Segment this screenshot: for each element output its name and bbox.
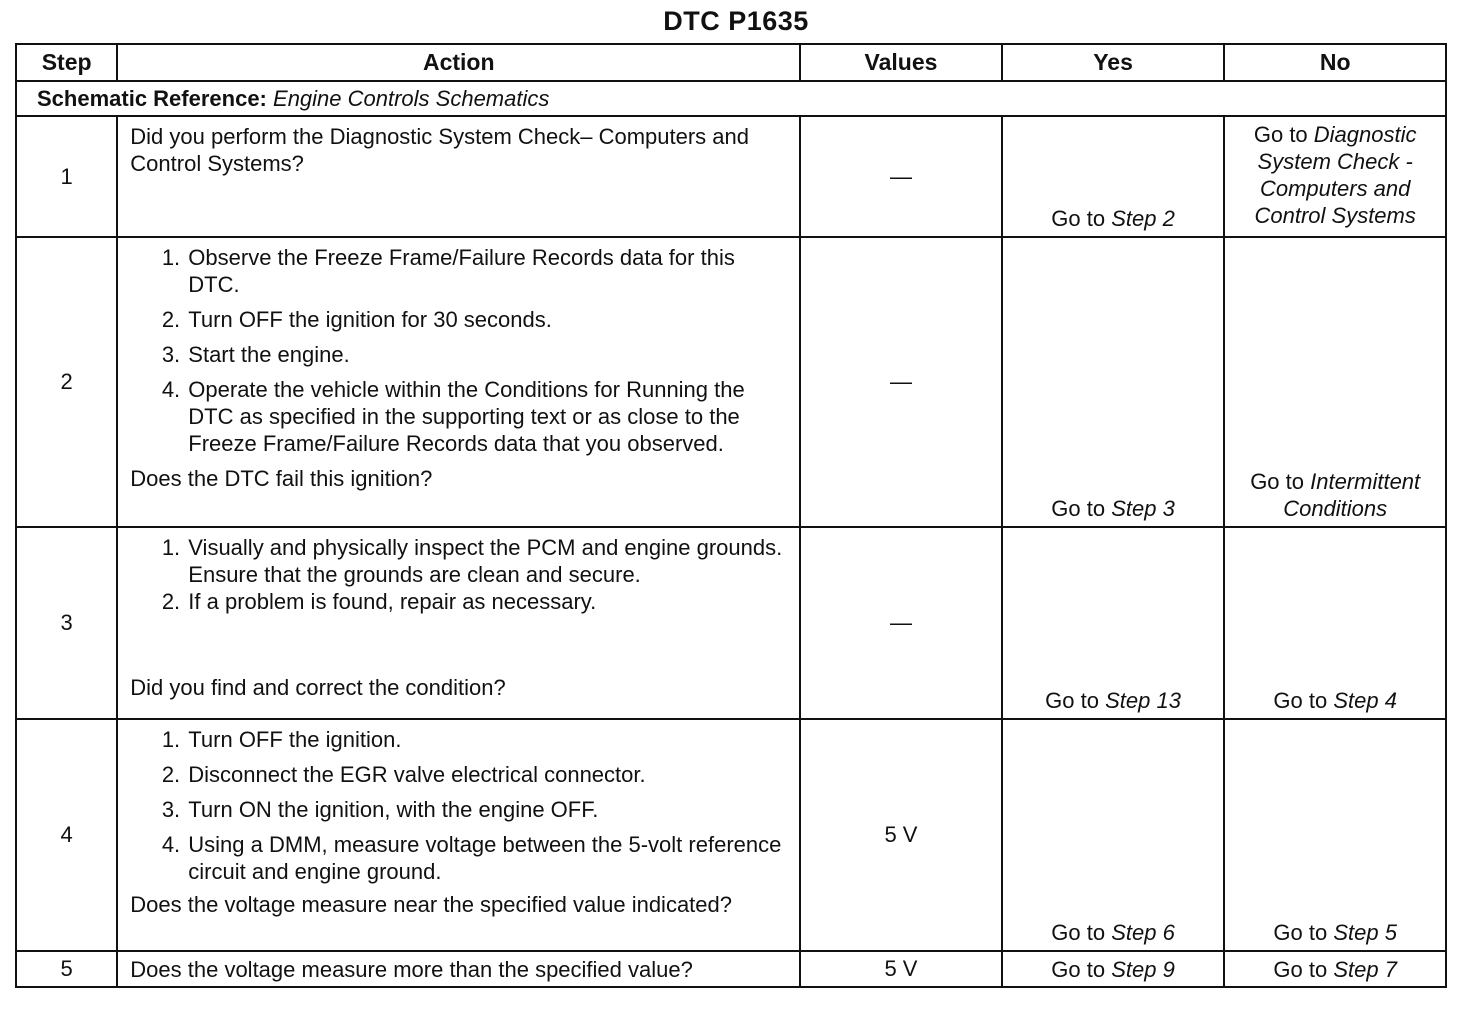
table-row — [16, 527, 1446, 719]
action-cell — [117, 116, 800, 237]
value-cell: — — [800, 116, 1002, 237]
action-cell — [117, 951, 800, 987]
schematic-reference — [16, 81, 1446, 116]
yes-cell — [1002, 237, 1225, 527]
action-step-item: 2. Disconnect the EGR valve electrical connector. — [186, 761, 789, 788]
yes-prefix: Go to — [1051, 920, 1112, 945]
no-cell — [1224, 527, 1446, 719]
action-cell — [117, 237, 800, 527]
action-step-item: 2. If a problem is found, repair as necessary. — [186, 588, 789, 615]
header-action: Action — [117, 44, 800, 81]
header-yes: Yes — [1002, 44, 1225, 81]
no-cell — [1224, 116, 1446, 237]
yes-cell — [1002, 951, 1225, 987]
action-question: Does the DTC fail this ignition? — [130, 466, 433, 491]
step-number: 5 — [16, 951, 117, 987]
yes-link[interactable]: Step 13 — [1105, 688, 1181, 713]
step-number: 4 — [16, 719, 117, 951]
yes-prefix: Go to — [1051, 496, 1112, 521]
action-cell — [117, 719, 800, 951]
yes-link[interactable]: Step 9 — [1111, 956, 1175, 982]
yes-cell — [1002, 527, 1225, 719]
schematic-reference-link[interactable]: Engine Controls Schematics — [273, 85, 550, 111]
header-step: Step — [16, 44, 117, 81]
action-question: Did you find and correct the condition? — [130, 675, 506, 700]
no-prefix: Go to — [1273, 688, 1334, 713]
action-question: Does the voltage measure more than the specified value? — [130, 956, 693, 982]
yes-link[interactable]: Step 3 — [1111, 496, 1175, 521]
schematic-reference-label: Schematic Reference: — [37, 85, 267, 111]
action-step-item: 4. Using a DMM, measure voltage between the 5-volt reference circuit and engine ground. — [186, 831, 789, 885]
action-step-item: 4. Operate the vehicle within the Conditions for Running the DTC as specified in the supporting text or as close to the Freeze Frame/Failure Records data that you observed. — [186, 376, 789, 457]
no-link[interactable]: Step 4 — [1333, 688, 1397, 713]
yes-cell — [1002, 719, 1225, 951]
action-step-item: 1. Observe the Freeze Frame/Failure Records data for this DTC. — [186, 244, 789, 298]
no-link[interactable]: Step 5 — [1333, 920, 1397, 945]
no-cell — [1224, 951, 1446, 987]
action-step-item: 2. Turn OFF the ignition for 30 seconds. — [186, 306, 789, 333]
action-step-item: 3. Turn ON the ignition, with the engine OFF. — [186, 796, 789, 823]
yes-prefix: Go to — [1045, 688, 1106, 713]
action-step-item: 3. Start the engine. — [186, 341, 789, 368]
table-row — [16, 719, 1446, 951]
header-no: No — [1224, 44, 1446, 81]
no-prefix: Go to — [1250, 469, 1311, 494]
page-title: DTC P1635 — [663, 6, 809, 36]
no-link[interactable]: Intermittent Conditions — [1283, 469, 1421, 521]
no-prefix: Go to — [1253, 121, 1314, 147]
table-row — [16, 237, 1446, 527]
action-steps — [130, 244, 789, 457]
step-number: 2 — [16, 237, 117, 527]
header-values: Values — [800, 44, 1002, 81]
step-number: 1 — [16, 116, 117, 237]
value-cell: — — [800, 237, 1002, 527]
action-steps — [130, 726, 789, 885]
yes-link[interactable]: Step 2 — [1111, 206, 1175, 231]
action-step-item: 1. Visually and physically inspect the PCM and engine grounds. Ensure that the grounds are clean and secure. — [186, 534, 789, 588]
table-row — [16, 951, 1446, 987]
yes-link[interactable]: Step 6 — [1111, 920, 1175, 945]
action-step-item: 1. Turn OFF the ignition. — [186, 726, 789, 753]
no-link[interactable]: Diagnostic System Check - Computers and Control Systems — [1254, 121, 1417, 228]
yes-cell — [1002, 116, 1225, 237]
schematic-reference-row — [16, 81, 1446, 116]
table-header-row — [16, 44, 1446, 81]
action-question: Does the voltage measure near the specified value indicated? — [130, 892, 732, 917]
yes-prefix: Go to — [1051, 956, 1112, 982]
no-cell — [1224, 237, 1446, 527]
no-link[interactable]: Step 7 — [1333, 956, 1397, 982]
value-cell: 5 V — [800, 719, 1002, 951]
action-steps — [130, 534, 789, 674]
step-number: 3 — [16, 527, 117, 719]
value-cell: — — [800, 527, 1002, 719]
no-prefix: Go to — [1273, 956, 1334, 982]
table-row — [16, 116, 1446, 237]
yes-prefix: Go to — [1051, 206, 1112, 231]
no-cell — [1224, 719, 1446, 951]
diagnostic-table — [15, 43, 1447, 988]
value-cell: 5 V — [800, 951, 1002, 987]
action-cell — [117, 527, 800, 719]
no-prefix: Go to — [1273, 920, 1334, 945]
action-question: Did you perform the Diagnostic System Check– Computers and Control Systems? — [130, 124, 749, 176]
